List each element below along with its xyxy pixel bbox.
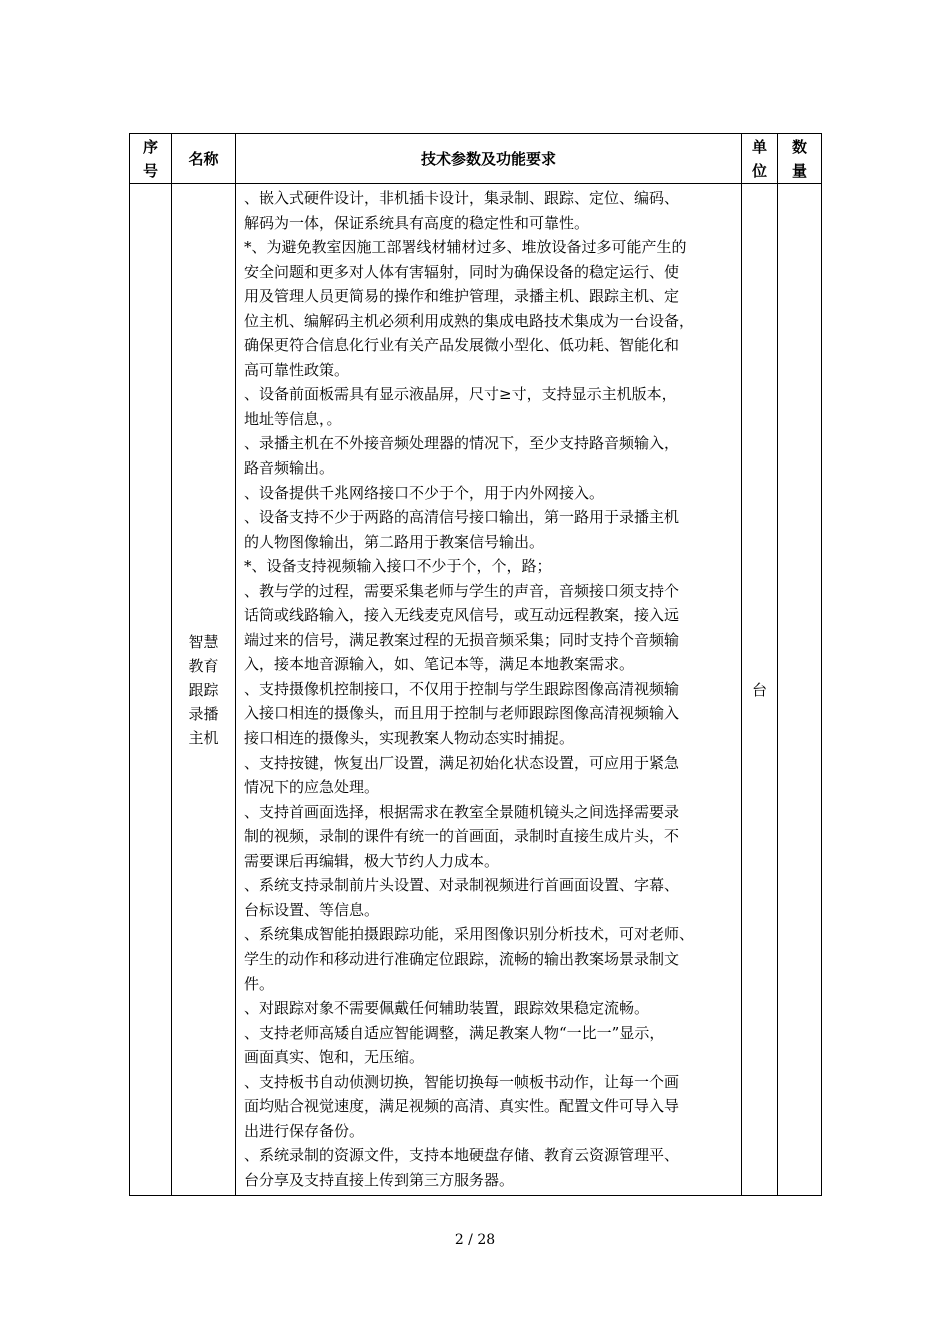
- spec-line: 、设备支持不少于两路的高清信号接口输出，第一路用于录播主机: [244, 508, 680, 527]
- spec-line: 、设备前面板需具有显示液晶屏，尺寸≥寸，支持显示主机版本，: [244, 385, 677, 404]
- spec-line: *、为避免教室因施工部署线材辅材过多、堆放设备过多可能产生的: [244, 238, 687, 257]
- header-spec: 技术参数及功能要求: [236, 134, 742, 184]
- spec-line: 、对跟踪对象不需要佩戴任何辅助装置，跟踪效果稳定流畅。: [244, 999, 650, 1018]
- spec-line: 台标设置、等信息。: [244, 900, 380, 919]
- spec-line: 、支持按键，恢复出厂设置，满足初始化状态设置，可应用于紧急: [244, 753, 680, 772]
- spec-table: [129, 133, 822, 1196]
- header-unit-char-1: 单: [751, 137, 767, 156]
- header-index-char-2: 号: [142, 161, 158, 180]
- qty-cell: [778, 184, 822, 1196]
- spec-line: 话筒或线路输入，接入无线麦克风信号，或互动远程教案，接入远: [244, 606, 680, 625]
- spec-line: 、支持老师高矮自适应智能调整，满足教案人物“一比一”显示，: [244, 1023, 665, 1042]
- spec-line: 出进行保存备份。: [244, 1121, 365, 1140]
- spec-line: 学生的动作和移动进行准确定位跟踪，流畅的输出教案场景录制文: [244, 949, 680, 968]
- spec-line: 解码为一体，保证系统具有高度的稳定性和可靠性。: [244, 213, 590, 232]
- spec-line: 件。: [244, 974, 275, 993]
- spec-line: 台分享及支持直接上传到第三方服务器。: [244, 1170, 515, 1189]
- spec-line: 路音频输出。: [244, 459, 335, 478]
- name-line: 主机: [188, 728, 219, 747]
- index-cell: [130, 184, 172, 1196]
- spec-line: 、支持首画面选择，根据需求在教室全景随机镜头之间选择需要录: [244, 802, 680, 821]
- spec-line: 面均贴合视觉速度，满足视频的高清、真实性。配置文件可导入导: [244, 1097, 680, 1116]
- header-qty-char-1: 数: [791, 137, 807, 156]
- name-line: 录播: [188, 704, 219, 723]
- spec-line: 入，接本地音源输入，如、笔记本等，满足本地教案需求。: [244, 655, 635, 674]
- spec-line: 、支持摄像机控制接口，不仅用于控制与学生跟踪图像高清视频输: [244, 679, 680, 698]
- spec-line: 、教与学的过程，需要采集老师与学生的声音，音频接口须支持个: [244, 581, 680, 600]
- header-qty-char-2: 量: [791, 161, 807, 180]
- name-cell: [172, 184, 236, 1196]
- page-number: 2 / 28: [454, 1232, 496, 1248]
- spec-line: 地址等信息，。: [244, 409, 342, 428]
- spec-line: 、支持板书自动侦测切换，智能切换每一帧板书动作，让每一个画: [244, 1072, 680, 1091]
- header-index-char-1: 序: [142, 137, 158, 156]
- spec-line: 制的视频，录制的课件有统一的首画面，录制时直接生成片头，不: [244, 827, 680, 846]
- header-qty: [778, 134, 822, 184]
- spec-line: 端过来的信号，满足教案过程的无损音频采集；同时支持个音频输: [244, 630, 680, 649]
- spec-line: 、嵌入式硬件设计，非机插卡设计，集录制、跟踪、定位、编码、: [244, 189, 680, 207]
- spec-line: 、设备提供千兆网络接口不少于个，用于内外网接入。: [244, 483, 605, 502]
- spec-line: 情况下的应急处理。: [244, 778, 380, 797]
- spec-line: 入接口相连的摄像头，而且用于控制与老师跟踪图像高清视频输入: [244, 704, 680, 723]
- spec-line: *、设备支持视频输入接口不少于个，个，路；: [244, 557, 552, 576]
- spec-line: 画面真实、饱和，无压缩。: [244, 1048, 425, 1067]
- table-row: [130, 184, 822, 1196]
- spec-line: 高可靠性政策。: [244, 360, 350, 379]
- spec-line: 、系统集成智能拍摄跟踪功能，采用图像识别分析技术，可对老师、: [244, 925, 695, 944]
- spec-line: 需要课后再编辑，极大节约人力成本。: [244, 851, 500, 870]
- spec-line: 安全问题和更多对人体有害辐射，同时为确保设备的稳定运行、使: [244, 262, 680, 281]
- unit-cell: 台: [742, 184, 778, 1196]
- spec-line: 、系统录制的资源文件，支持本地硬盘存储、教育云资源管理平、: [244, 1146, 680, 1165]
- spec-cell: [236, 184, 742, 1196]
- spec-line: 的人物图像输出，第二路用于教案信号输出。: [244, 532, 545, 551]
- spec-line: 、录播主机在不外接音频处理器的情况下，至少支持路音频输入，: [244, 434, 680, 453]
- header-unit: [742, 134, 778, 184]
- spec-line: 确保更符合信息化行业有关产品发展微小型化、低功耗、智能化和: [244, 336, 680, 355]
- header-unit-char-2: 位: [751, 161, 767, 180]
- name-line: 智慧: [188, 632, 219, 651]
- spec-line: 、系统支持录制前片头设置、对录制视频进行首画面设置、字幕、: [244, 876, 680, 895]
- spec-line: 位主机、编解码主机必须利用成熟的集成电路技术集成为一台设备，: [244, 311, 695, 330]
- spec-line: 接口相连的摄像头，实现教案人物动态实时捕捉。: [244, 729, 575, 748]
- header-index: [130, 134, 172, 184]
- name-line: 教育: [188, 656, 219, 675]
- spec-line: 用及管理人员更简易的操作和维护管理，录播主机、跟踪主机、定: [244, 287, 680, 306]
- header-name: 名称: [172, 134, 236, 184]
- name-line: 跟踪: [188, 680, 219, 699]
- table-header-row: [130, 134, 822, 184]
